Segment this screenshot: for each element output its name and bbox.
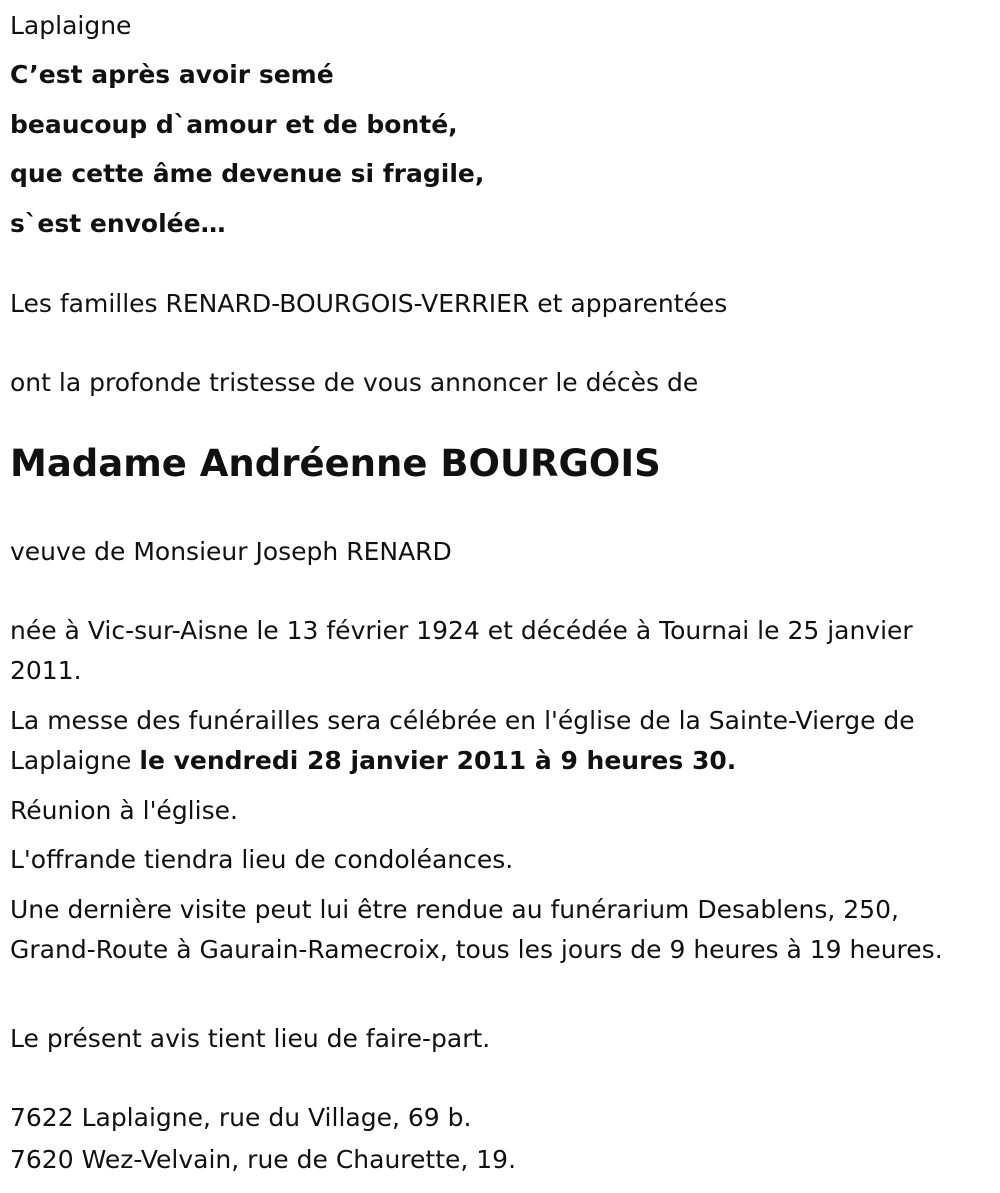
announcement-line: ont la profonde tristesse de vous annoncer le décès de [10,368,699,397]
funeral-date-time: le vendredi 28 janvier 2011 à 9 heures 30. [139,746,737,775]
meeting-line: Réunion à l'église. [10,796,238,825]
poem-line-1: C’est après avoir semé [10,60,334,89]
visit-paragraph: Une dernière visite peut lui être rendue au funérarium Desablens, 250, Grand-Route à Gaurain-Ramecroix, tous les jours de 9 heures à 19 heures. [10,895,943,964]
deceased-name: Madame Andréenne BOURGOIS [10,442,661,485]
notice-line: Le présent avis tient lieu de faire-part. [10,1024,491,1053]
poem-line-3: que cette âme devenue si fragile, [10,159,485,188]
poem-line-2: beaucoup d`amour et de bonté, [10,110,458,139]
birth-death-paragraph: née à Vic-sur-Aisne le 13 février 1924 et décédée à Tournai le 25 janvier 2011. [10,616,913,685]
location-header: Laplaigne [10,11,132,40]
funeral-paragraph [10,701,980,781]
widow-of-line: veuve de Monsieur Joseph RENARD [10,537,452,566]
address-line-2: 7620 Wez-Velvain, rue de Chaurette, 19. [10,1145,517,1174]
poem-line-4: s`est envolée… [10,209,226,238]
offering-line: L'offrande tiendra lieu de condoléances. [10,845,514,874]
address-line-1: 7622 Laplaigne, rue du Village, 69 b. [10,1103,472,1132]
families-line: Les familles RENARD-BOURGOIS-VERRIER et apparentées [10,289,728,318]
funeral-intro: La messe des funérailles sera célébrée en l'église de la Sainte-Vierge de Laplaigne [10,706,915,775]
